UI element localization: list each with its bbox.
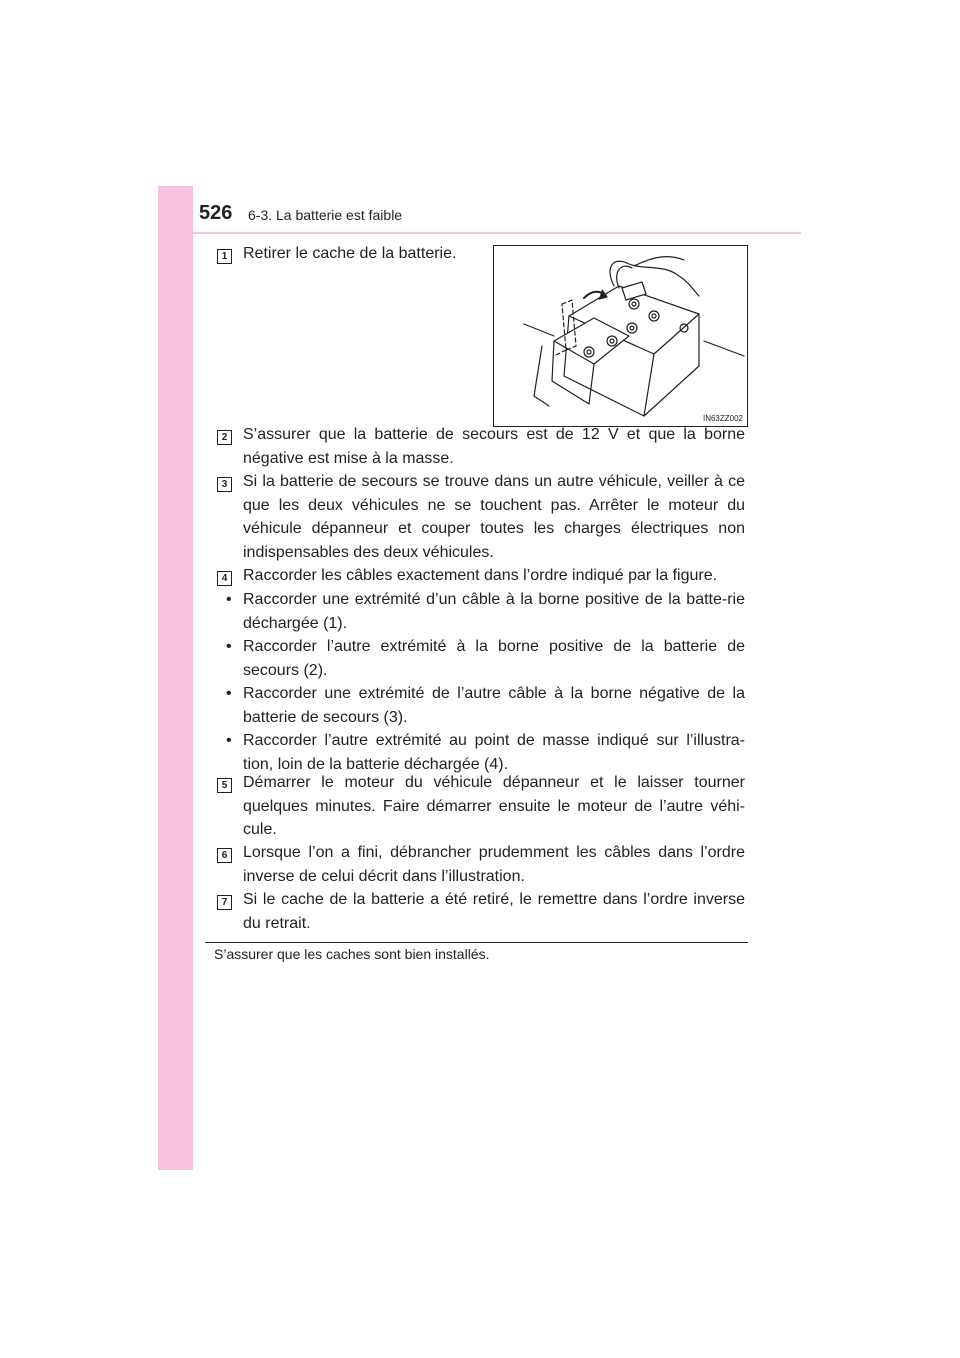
figure-code: IN63ZZ002 (702, 414, 743, 423)
step-4-bullet (226, 729, 745, 776)
step-number-6: 6 (217, 848, 232, 863)
battery-cover-illustration (493, 245, 748, 427)
step-1-text: Retirer le cache de la batterie. (243, 245, 457, 262)
step-3-text: Si la batterie de secours se trouve dans un autre véhicule, veiller à ce que les deux véhicules ne se touchent pas. Arrêter le moteur du véhicule dépanneur et couper toutes les charges électriques non indispensables des deux véhicules. (243, 473, 745, 561)
step-number-1: 1 (217, 249, 232, 264)
step-number-4: 4 (217, 571, 232, 586)
section-title: 6-3. La batterie est faible (248, 207, 403, 223)
step-5-text: Démarrer le moteur du véhicule dépanneur et le laisser tourner quelques minutes. Faire démarrer ensuite le moteur de l’autre véhi-cule. (243, 774, 745, 839)
page-number: 526 (199, 202, 233, 224)
step-4-bullet-4-text: Raccorder l’autre extrémité au point de masse indiqué sur l’illustra-tion, loin de la batterie déchargée (4). (243, 732, 745, 773)
bullet-dot: • (226, 732, 232, 749)
step-number-7: 7 (217, 895, 232, 910)
step-number-2: 2 (217, 430, 232, 445)
step-4-bullet-1-text: Raccorder une extrémité d’un câble à la borne positive de la batte-rie déchargée (1). (243, 591, 745, 632)
step-4-bullet (226, 635, 745, 682)
bullet-dot: • (226, 638, 232, 655)
step-6-text: Lorsque l’on a fini, débrancher prudemment les câbles dans l’ordre inverse de celui décrit dans l’illustration. (243, 844, 745, 885)
bullet-dot: • (226, 591, 232, 608)
battery-illustration-drawing (494, 246, 747, 426)
step-2-text: S’assurer que la batterie de secours est de 12 V et que la borne négative est mise à la masse. (243, 426, 745, 467)
step-number-3: 3 (217, 477, 232, 492)
step-4-bullet-2-text: Raccorder l’autre extrémité à la borne positive de la batterie de secours (2). (243, 638, 745, 679)
step-4-bullet (226, 588, 745, 635)
side-tab-bar (158, 186, 193, 1170)
note-divider (205, 942, 748, 943)
step-4-bullet (226, 682, 745, 729)
header-divider (193, 232, 801, 234)
note-text: S’assurer que les caches sont bien installés. (214, 946, 490, 962)
step-7-text: Si le cache de la batterie a été retiré, le remettre dans l’ordre inverse du retrait. (243, 891, 745, 932)
bullet-dot: • (226, 685, 232, 702)
step-4-text: Raccorder les câbles exactement dans l’ordre indiqué par la figure. (243, 567, 718, 584)
step-number-5: 5 (217, 778, 232, 793)
step-4-bullet-3-text: Raccorder une extrémité de l’autre câble à la borne négative de la batterie de secours (3). (243, 685, 745, 726)
